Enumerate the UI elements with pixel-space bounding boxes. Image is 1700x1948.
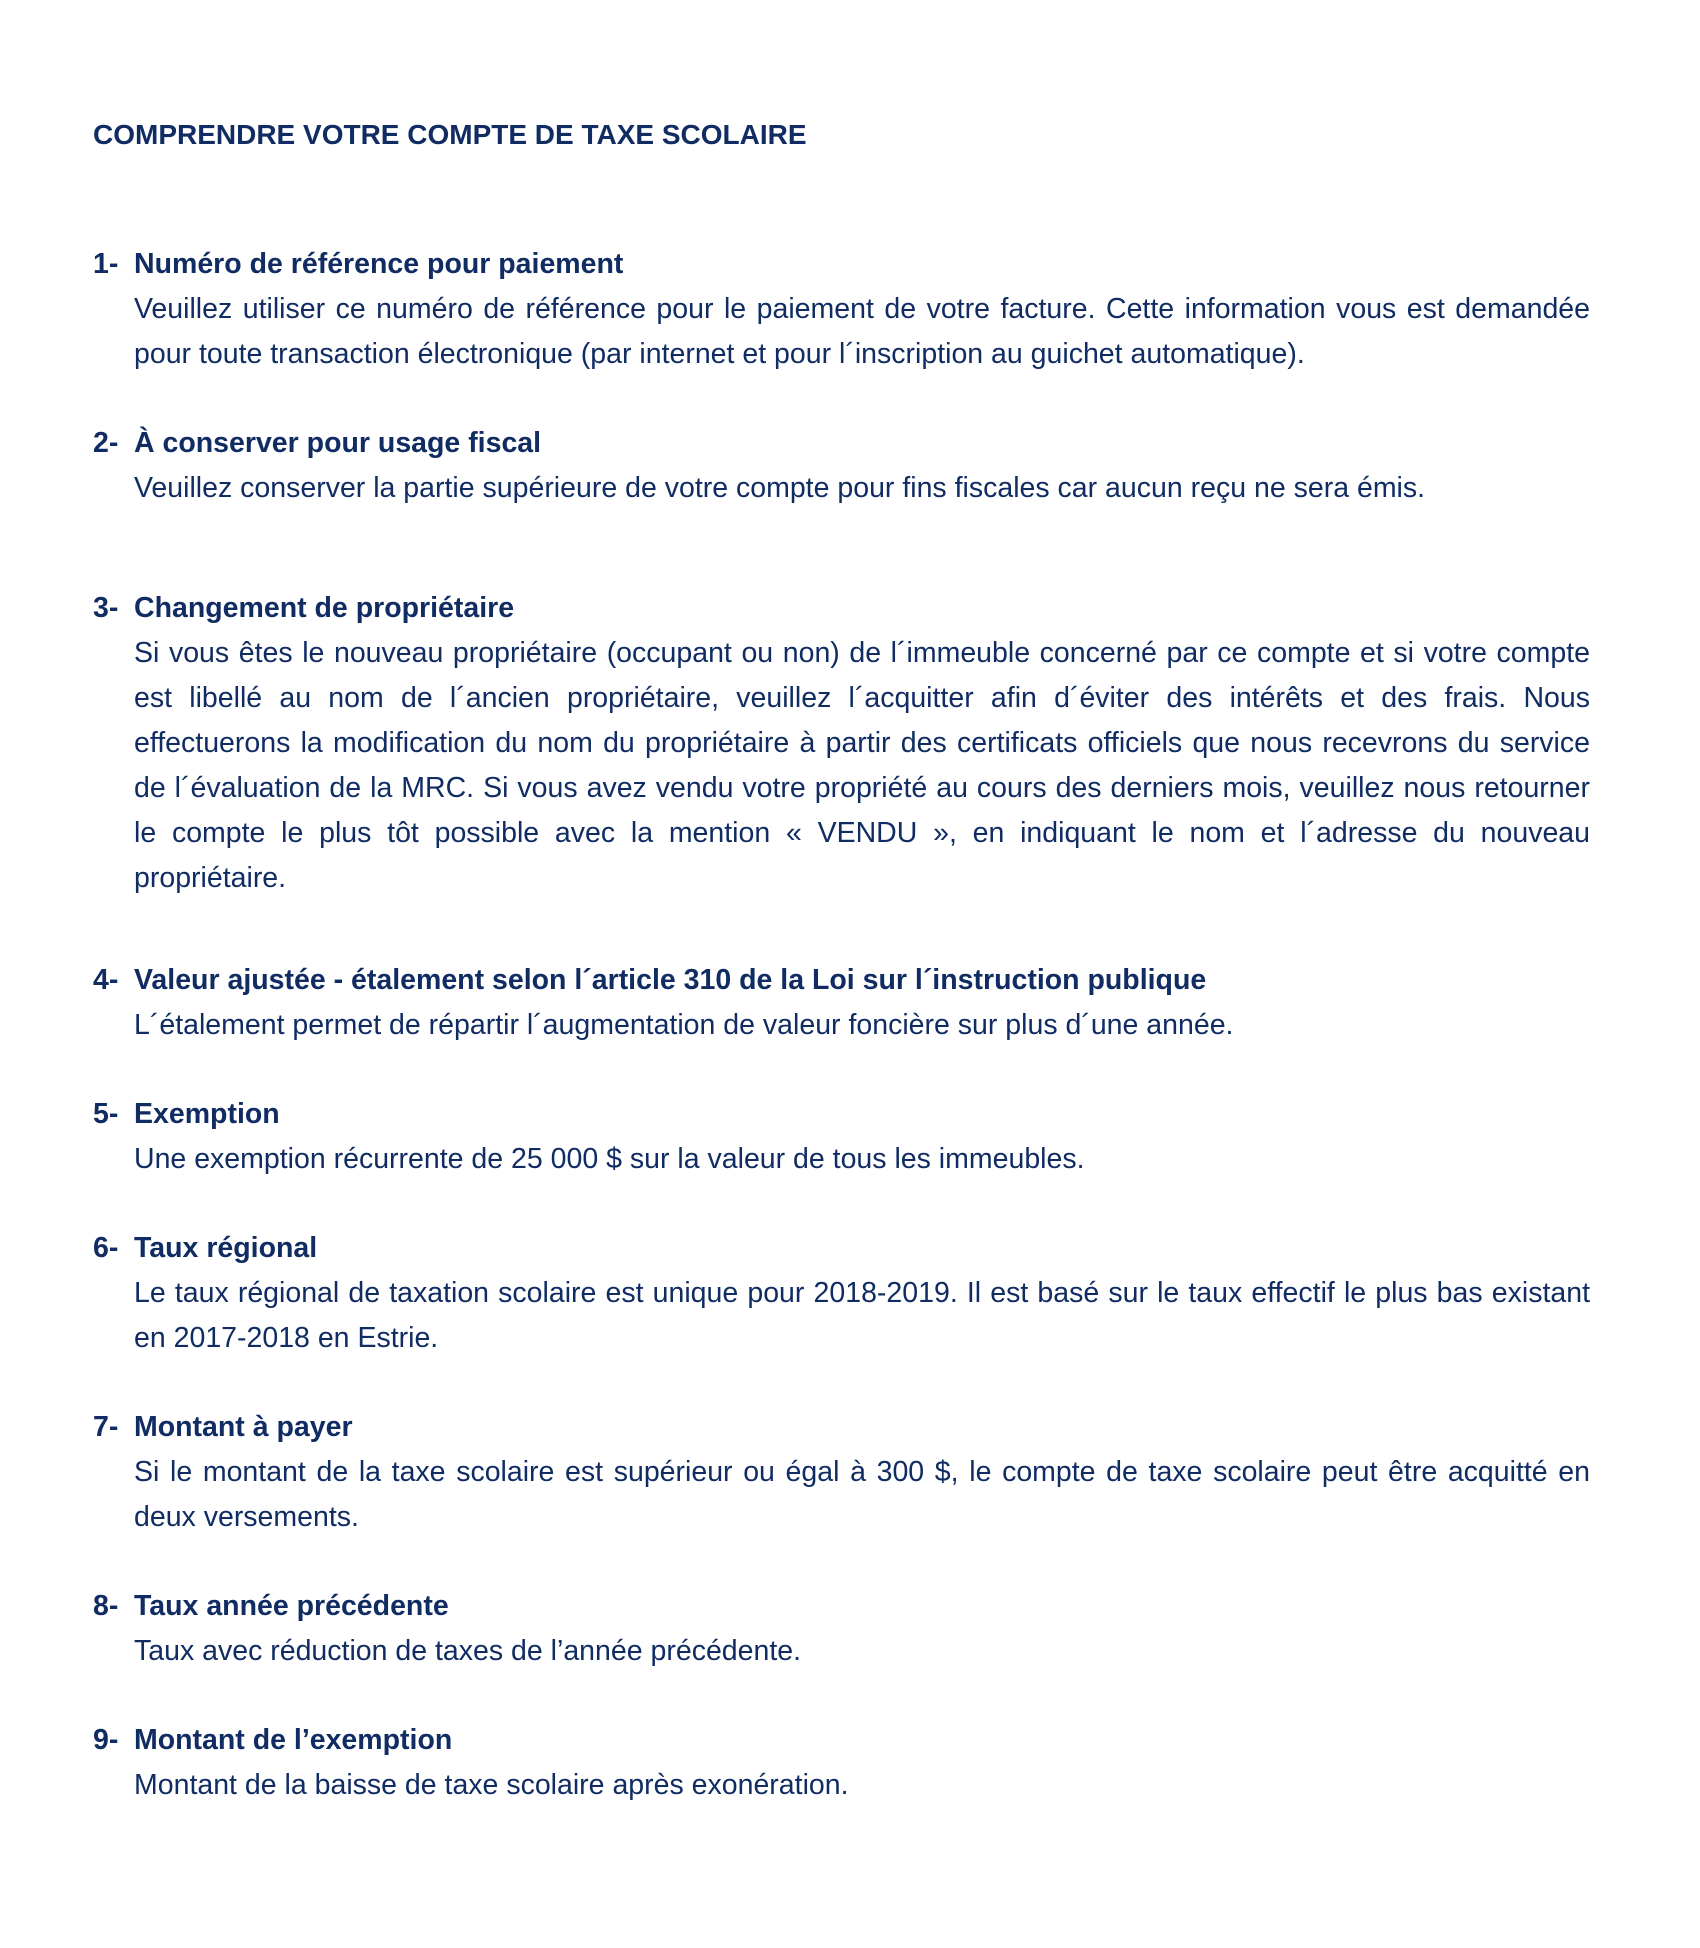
section-title: Taux année précédente — [134, 1590, 449, 1622]
section-previous-year-rate — [93, 1584, 1593, 1718]
section-body: Le taux régional de taxation scolaire est unique pour 2018-2019. Il est basé sur le taux effectif le plus bas existant en 2017-2018 en Estrie. — [134, 1277, 1590, 1354]
section-body: Veuillez conserver la partie supérieure de votre compte pour fins fiscales car aucun reçu ne sera émis. — [134, 472, 1426, 504]
section-exemption — [93, 1092, 1593, 1226]
section-title: Montant à payer — [134, 1411, 353, 1443]
section-amount-due — [93, 1405, 1593, 1584]
section-title: Montant de l’exemption — [134, 1724, 453, 1756]
section-heading — [93, 1405, 1593, 1450]
section-title: Taux régional — [134, 1232, 318, 1264]
section-number: 2- — [93, 427, 119, 459]
section-heading — [93, 1718, 1593, 1763]
section-heading — [93, 586, 1593, 631]
section-regional-rate — [93, 1226, 1593, 1405]
section-number: 3- — [93, 592, 119, 624]
section-title: À conserver pour usage fiscal — [134, 427, 542, 459]
section-body: L´étalement permet de répartir l´augmentation de valeur foncière sur plus d´une année. — [134, 1009, 1234, 1041]
section-number: 5- — [93, 1098, 119, 1130]
section-title: Valeur ajustée - étalement selon l´article 310 de la Loi sur l´instruction publique — [134, 964, 1207, 996]
section-number: 1- — [93, 248, 119, 280]
section-body: Une exemption récurrente de 25 000 $ sur la valeur de tous les immeubles. — [134, 1143, 1085, 1175]
section-number: 6- — [93, 1232, 119, 1264]
section-number: 7- — [93, 1411, 119, 1443]
section-heading — [93, 421, 1593, 466]
section-heading — [93, 958, 1593, 1003]
section-number: 9- — [93, 1724, 119, 1756]
section-body: Veuillez utiliser ce numéro de référence pour le paiement de votre facture. Cette information vous est demandée pour toute transaction électronique (par internet et pour l´inscription au guichet automatique). — [134, 293, 1590, 370]
section-body: Montant de la baisse de taxe scolaire après exonération. — [134, 1769, 849, 1801]
section-title: Exemption — [134, 1098, 280, 1130]
section-heading — [93, 1226, 1593, 1271]
section-adjusted-value — [93, 958, 1593, 1092]
section-body: Si vous êtes le nouveau propriétaire (occupant ou non) de l´immeuble concerné par ce compte et si votre compte est libellé au nom de l´ancien propriétaire, veuillez l´acquitter afin d´éviter des intérêts et des frais. Nous effectuerons la modification du nom du propriétaire à partir des certificats officiels que nous recevrons du service de l´évaluation de la MRC. Si vous avez vendu votre propriété au cours des derniers mois, veuillez nous retourner le compte le plus tôt possible avec la mention « VENDU », en indiquant le nom et l´adresse du nouveau propriétaire. — [134, 637, 1590, 894]
section-heading — [93, 1092, 1593, 1137]
section-title: Numéro de référence pour paiement — [134, 248, 624, 280]
section-exemption-amount — [93, 1718, 1593, 1852]
section-body: Si le montant de la taxe scolaire est supérieur ou égal à 300 $, le compte de taxe scolaire peut être acquitté en deux versements. — [134, 1456, 1590, 1533]
section-owner-change — [93, 586, 1593, 958]
section-body: Taux avec réduction de taxes de l’année précédente. — [134, 1635, 802, 1667]
section-heading — [93, 242, 1593, 287]
section-title: Changement de propriétaire — [134, 592, 515, 624]
section-fiscal-usage — [93, 421, 1593, 586]
sections-list — [93, 242, 1593, 1852]
section-reference-number — [93, 242, 1593, 421]
section-heading — [93, 1584, 1593, 1629]
document-title: COMPRENDRE VOTRE COMPTE DE TAXE SCOLAIRE — [93, 119, 807, 150]
section-number: 4- — [93, 964, 119, 996]
section-number: 8- — [93, 1590, 119, 1622]
